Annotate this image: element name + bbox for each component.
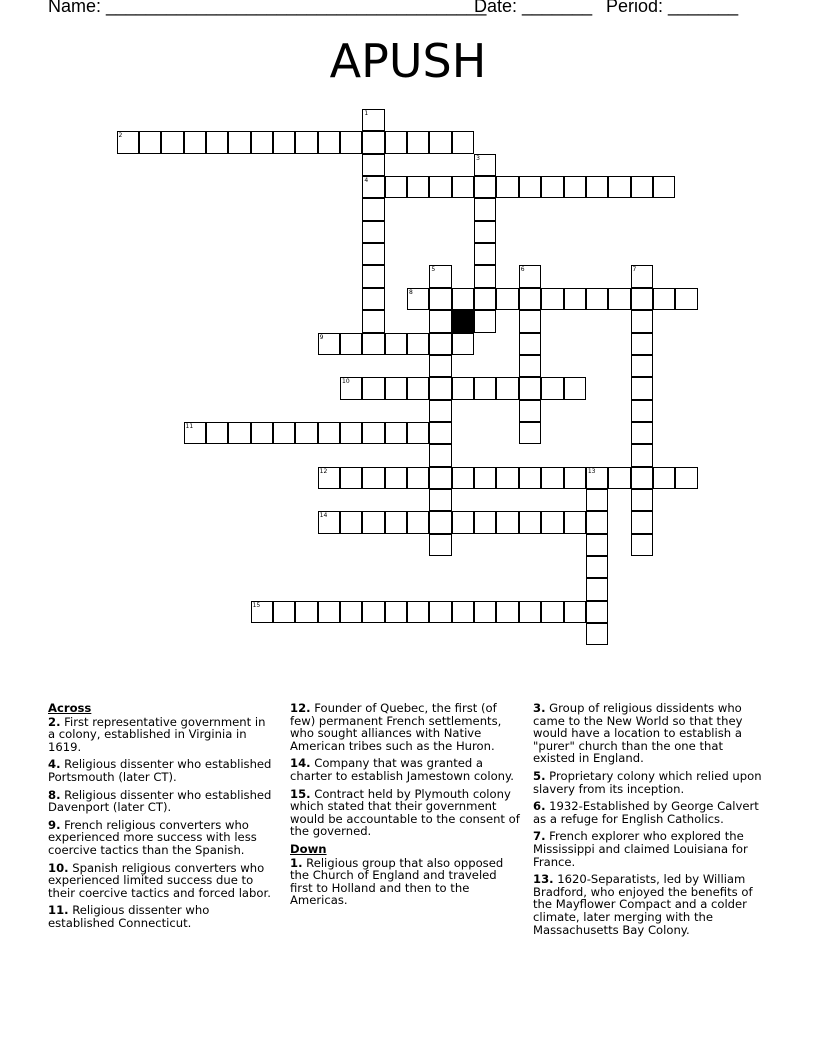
grid-cell[interactable]: [117, 131, 139, 153]
clue-item: [48, 819, 276, 857]
grid-cell[interactable]: [429, 534, 451, 556]
clue-item: [533, 830, 765, 868]
grid-cell[interactable]: [631, 355, 653, 377]
clue-number: 3: [476, 154, 480, 162]
clue-item-text: Religious dissenter who established Davenport (later CT).: [48, 787, 272, 815]
clue-item-number: 8.: [48, 787, 61, 802]
grid-cell[interactable]: [496, 288, 518, 310]
grid-cell[interactable]: [340, 333, 362, 355]
clue-item: [533, 770, 765, 795]
grid-cell[interactable]: [541, 377, 563, 399]
grid-cell[interactable]: [496, 176, 518, 198]
grid-cell[interactable]: [362, 243, 384, 265]
clue-item-number: 15.: [290, 786, 311, 801]
grid-cell[interactable]: [586, 601, 608, 623]
date-field[interactable]: Date: _______: [474, 0, 593, 16]
clue-item-number: 13.: [533, 872, 554, 887]
grid-cell[interactable]: [519, 511, 541, 533]
grid-cell[interactable]: [474, 265, 496, 287]
grid-cell[interactable]: [362, 422, 384, 444]
grid-cell[interactable]: [407, 131, 429, 153]
grid-cell[interactable]: [474, 288, 496, 310]
grid-cell[interactable]: [519, 265, 541, 287]
grid-cell[interactable]: [362, 176, 384, 198]
grid-cell[interactable]: [385, 176, 407, 198]
grid-cell[interactable]: [340, 467, 362, 489]
grid-cell[interactable]: [385, 333, 407, 355]
grid-cell[interactable]: [429, 131, 451, 153]
grid-cell[interactable]: [318, 467, 340, 489]
grid-cell[interactable]: [631, 400, 653, 422]
grid-cell[interactable]: [452, 333, 474, 355]
blocked-cell: [452, 310, 474, 332]
grid-cell[interactable]: [318, 333, 340, 355]
clue-item-number: 6.: [533, 799, 546, 814]
clue-number: 4: [364, 177, 369, 185]
clue-item: [533, 702, 765, 765]
down-heading: Down: [290, 841, 327, 856]
grid-cell[interactable]: [429, 176, 451, 198]
grid-cell[interactable]: [273, 601, 295, 623]
clues-column-2: [290, 702, 522, 912]
grid-cell[interactable]: [429, 377, 451, 399]
grid-cell[interactable]: [206, 422, 228, 444]
clue-item-number: 12.: [290, 701, 311, 715]
across-heading: Across: [48, 701, 92, 715]
grid-cell[interactable]: [184, 131, 206, 153]
clue-item-text: French explorer who explored the Mississippi and claimed Louisiana for France.: [533, 829, 748, 869]
grid-cell[interactable]: [586, 288, 608, 310]
grid-cell[interactable]: [586, 578, 608, 600]
grid-cell[interactable]: [228, 422, 250, 444]
grid-cell[interactable]: [541, 467, 563, 489]
clue-item-number: 4.: [48, 757, 61, 772]
grid-cell[interactable]: [139, 131, 161, 153]
clue-item: [290, 757, 522, 782]
grid-cell[interactable]: [653, 176, 675, 198]
grid-cell[interactable]: [586, 489, 608, 511]
grid-cell[interactable]: [519, 601, 541, 623]
grid-cell[interactable]: [362, 131, 384, 153]
grid-cell[interactable]: [407, 176, 429, 198]
clue-number: 14: [319, 512, 328, 520]
grid-cell[interactable]: [541, 601, 563, 623]
clues-column-3: [533, 702, 765, 941]
grid-cell[interactable]: [295, 422, 317, 444]
clue-item: [290, 702, 522, 752]
grid-cell[interactable]: [474, 601, 496, 623]
clue-item: [533, 873, 765, 936]
clue-number: 11: [185, 422, 194, 430]
grid-cell[interactable]: [452, 377, 474, 399]
grid-cell[interactable]: [496, 467, 518, 489]
clue-item-text: French religious converters who experienced more success with less coercive tactics than the Spanish.: [48, 817, 257, 857]
grid-cell[interactable]: [586, 176, 608, 198]
grid-cell[interactable]: [519, 467, 541, 489]
grid-cell[interactable]: [474, 221, 496, 243]
clue-item: [48, 789, 276, 814]
grid-cell[interactable]: [340, 601, 362, 623]
period-field[interactable]: Period: _______: [606, 0, 739, 16]
clue-number: 5: [431, 266, 436, 274]
clue-item-number: 3.: [533, 701, 546, 715]
grid-cell[interactable]: [474, 176, 496, 198]
grid-cell[interactable]: [429, 333, 451, 355]
grid-cell[interactable]: [452, 288, 474, 310]
clue-item: [48, 904, 276, 929]
grid-cell[interactable]: [496, 601, 518, 623]
grid-cell[interactable]: [340, 422, 362, 444]
clue-item-number: 10.: [48, 860, 69, 875]
clue-item: [290, 788, 522, 838]
grid-cell[interactable]: [474, 154, 496, 176]
clue-number: 10: [342, 378, 350, 386]
clue-number: 2: [118, 132, 123, 140]
clue-item: [533, 800, 765, 825]
grid-cell[interactable]: [541, 288, 563, 310]
grid-cell[interactable]: [586, 556, 608, 578]
clue-item: [48, 758, 276, 783]
grid-cell[interactable]: [340, 131, 362, 153]
grid-cell[interactable]: [429, 422, 451, 444]
grid-cell[interactable]: [474, 467, 496, 489]
grid-cell[interactable]: [362, 265, 384, 287]
grid-cell[interactable]: [273, 131, 295, 153]
grid-cell[interactable]: [586, 623, 608, 645]
grid-cell[interactable]: [564, 176, 586, 198]
grid-cell[interactable]: [519, 288, 541, 310]
grid-cell[interactable]: [251, 131, 273, 153]
grid-cell[interactable]: [675, 467, 697, 489]
clue-number: 9: [319, 333, 324, 341]
clue-item: [48, 862, 276, 900]
grid-cell[interactable]: [631, 444, 653, 466]
grid-cell[interactable]: [631, 333, 653, 355]
grid-cell[interactable]: [586, 534, 608, 556]
grid-cell[interactable]: [385, 377, 407, 399]
grid-cell[interactable]: [564, 467, 586, 489]
grid-cell[interactable]: [429, 288, 451, 310]
grid-cell[interactable]: [452, 467, 474, 489]
clue-item-text: First representative government in a colony, established in Virginia in 1619.: [48, 714, 266, 754]
grid-cell[interactable]: [519, 176, 541, 198]
grid-cell[interactable]: [362, 109, 384, 131]
grid-cell[interactable]: [429, 467, 451, 489]
grid-cell[interactable]: [295, 131, 317, 153]
clue-number: 8: [409, 288, 413, 296]
grid-cell[interactable]: [631, 288, 653, 310]
clue-item: [48, 716, 276, 754]
grid-cell[interactable]: [429, 444, 451, 466]
grid-cell[interactable]: [653, 467, 675, 489]
grid-cell[interactable]: [385, 131, 407, 153]
grid-cell[interactable]: [407, 601, 429, 623]
clue-item: [290, 857, 522, 907]
grid-cell[interactable]: [452, 511, 474, 533]
grid-cell[interactable]: [519, 422, 541, 444]
grid-cell[interactable]: [407, 288, 429, 310]
grid-cell[interactable]: [519, 400, 541, 422]
grid-cell[interactable]: [429, 310, 451, 332]
grid-cell[interactable]: [631, 176, 653, 198]
grid-cell[interactable]: [385, 601, 407, 623]
grid-cell[interactable]: [362, 601, 384, 623]
grid-cell[interactable]: [385, 422, 407, 444]
grid-cell[interactable]: [362, 310, 384, 332]
clue-item-number: 5.: [533, 768, 546, 783]
grid-cell[interactable]: [340, 511, 362, 533]
name-field[interactable]: Name: ______________________________________: [48, 0, 487, 16]
grid-cell[interactable]: [362, 467, 384, 489]
grid-cell[interactable]: [474, 243, 496, 265]
grid-cell[interactable]: [295, 601, 317, 623]
grid-cell[interactable]: [184, 422, 206, 444]
grid-cell[interactable]: [318, 511, 340, 533]
grid-cell[interactable]: [362, 288, 384, 310]
grid-cell[interactable]: [564, 377, 586, 399]
grid-cell[interactable]: [541, 176, 563, 198]
grid-cell[interactable]: [631, 265, 653, 287]
clue-number: 13: [587, 467, 596, 475]
clue-item-text: Religious group that also opposed the Church of England and traveled first to Holland and then to the Americas.: [290, 855, 504, 908]
grid-cell[interactable]: [631, 377, 653, 399]
grid-cell[interactable]: [362, 511, 384, 533]
grid-cell[interactable]: [474, 310, 496, 332]
clue-item-text: Religious dissenter who established Portsmouth (later CT).: [48, 757, 272, 784]
clue-item-number: 1.: [290, 855, 303, 870]
grid-cell[interactable]: [519, 310, 541, 332]
grid-cell[interactable]: [631, 511, 653, 533]
clue-item-text: Proprietary colony which relied upon slavery from its inception.: [533, 768, 762, 796]
clue-number: 6: [520, 266, 525, 274]
grid-cell[interactable]: [429, 400, 451, 422]
grid-cell[interactable]: [318, 601, 340, 623]
grid-cell[interactable]: [206, 131, 228, 153]
grid-cell[interactable]: [452, 601, 474, 623]
grid-cell[interactable]: [496, 377, 518, 399]
grid-cell[interactable]: [675, 288, 697, 310]
grid-cell[interactable]: [452, 131, 474, 153]
grid-cell[interactable]: [608, 176, 630, 198]
grid-cell[interactable]: [407, 333, 429, 355]
clue-item-number: 14.: [290, 756, 311, 771]
grid-cell[interactable]: [385, 511, 407, 533]
grid-cell[interactable]: [564, 601, 586, 623]
clue-item-text: Group of religious dissidents who came to the New World so that they would have a location to establish a "purer" church than the one that existed in England.: [533, 701, 743, 766]
clue-number: 15: [252, 601, 261, 609]
grid-cell[interactable]: [318, 422, 340, 444]
grid-cell[interactable]: [251, 601, 273, 623]
clue-item-text: Founder of Quebec, the first (of few) permanent French settlements, who sought alliances with Native American tribes such as the Huron.: [290, 701, 502, 753]
grid-cell[interactable]: [586, 467, 608, 489]
clue-item-text: 1932-Established by George Calvert as a refuge for English Catholics.: [533, 799, 759, 826]
grid-cell[interactable]: [631, 422, 653, 444]
grid-cell[interactable]: [541, 511, 563, 533]
grid-cell[interactable]: [429, 265, 451, 287]
grid-cell[interactable]: [429, 489, 451, 511]
grid-cell[interactable]: [452, 176, 474, 198]
grid-cell[interactable]: [519, 377, 541, 399]
grid-cell[interactable]: [362, 377, 384, 399]
grid-cell[interactable]: [631, 310, 653, 332]
grid-cell[interactable]: [251, 422, 273, 444]
grid-cell[interactable]: [385, 467, 407, 489]
clue-item-number: 9.: [48, 817, 61, 832]
clue-item-number: 7.: [533, 829, 546, 844]
grid-cell[interactable]: [161, 131, 183, 153]
grid-cell[interactable]: [608, 467, 630, 489]
grid-cell[interactable]: [608, 288, 630, 310]
grid-cell[interactable]: [519, 333, 541, 355]
grid-cell[interactable]: [407, 511, 429, 533]
clue-item-text: Contract held by Plymouth colony which stated that their government would be accountable to the consent of the governed.: [290, 786, 520, 839]
page-title: APUSH: [329, 34, 487, 88]
grid-cell[interactable]: [474, 377, 496, 399]
clues-column-1: [48, 702, 276, 935]
clue-number: 7: [632, 266, 637, 274]
clue-item-text: 1620-Separatists, led by William Bradford, who enjoyed the benefits of the Mayflower Compact and a colder climate, later merging with the Massachusetts Bay Colony.: [533, 872, 753, 937]
grid-cell[interactable]: [474, 198, 496, 220]
grid-cell[interactable]: [519, 355, 541, 377]
grid-cell[interactable]: [362, 333, 384, 355]
clue-item-text: Religious dissenter who established Connecticut.: [48, 903, 210, 930]
grid-cell[interactable]: [273, 422, 295, 444]
grid-cell[interactable]: [564, 511, 586, 533]
grid-cell[interactable]: [228, 131, 250, 153]
grid-cell[interactable]: [496, 511, 518, 533]
clue-item-number: 2.: [48, 714, 61, 729]
grid-cell[interactable]: [474, 511, 496, 533]
grid-cell[interactable]: [564, 288, 586, 310]
grid-cell[interactable]: [429, 601, 451, 623]
grid-cell[interactable]: [631, 534, 653, 556]
clue-item-text: Company that was granted a charter to establish Jamestown colony.: [290, 756, 514, 783]
grid-cell[interactable]: [429, 511, 451, 533]
grid-cell[interactable]: [631, 467, 653, 489]
grid-cell[interactable]: [407, 467, 429, 489]
grid-cell[interactable]: [318, 131, 340, 153]
grid-cell[interactable]: [407, 377, 429, 399]
grid-cell[interactable]: [362, 198, 384, 220]
grid-cell[interactable]: [631, 489, 653, 511]
clue-number: 1: [364, 110, 369, 117]
clue-item-text: Spanish religious converters who experienced limited success due to their coercive tactics and forced labor.: [48, 860, 271, 900]
grid-cell[interactable]: [407, 422, 429, 444]
grid-cell[interactable]: [653, 288, 675, 310]
clue-number: 12: [319, 467, 328, 475]
grid-cell[interactable]: [340, 377, 362, 399]
grid-cell[interactable]: [362, 154, 384, 176]
grid-cell[interactable]: [362, 221, 384, 243]
grid-cell[interactable]: [586, 511, 608, 533]
clue-item-number: 11.: [48, 903, 69, 918]
grid-cell[interactable]: [429, 355, 451, 377]
